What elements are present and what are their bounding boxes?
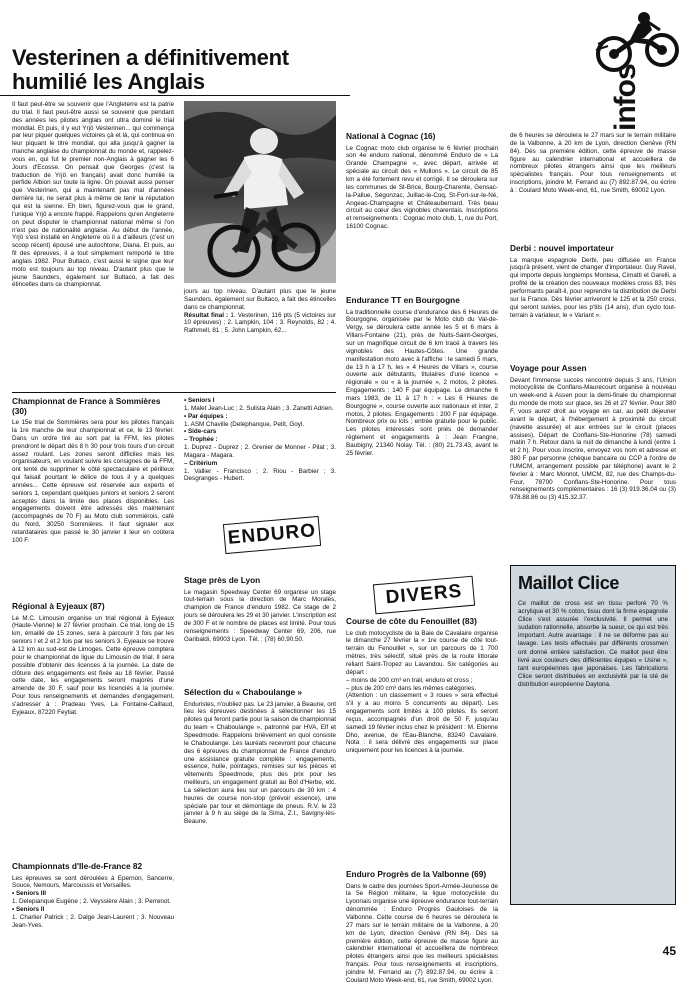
fenouillet-text: Le club motocycliste de la Baie de Cavalaire organise le dimanche 27 février la « 1re course de côte tout-terrain du Fenouillet », sur un parcours de 1 700 mètres, très sélectif, situé près de la route littorale reliant Saint-Tropez au Lavandou. Six catégories au départ : — [346, 629, 498, 676]
maillot-clice-box — [510, 565, 676, 905]
lead-continuation: jours au top niveau. D'autant plus que le jeune Saunders, également sur Bultaco, a fait des étincelles dans ce championnat. — [184, 288, 336, 311]
idf-article — [12, 862, 174, 962]
lyon-article — [184, 576, 336, 686]
section-rule — [12, 392, 336, 393]
bourgogne-text: La traditionnelle course d'endurance des 6 Heures de Bourgogne, organisée par le Moto club du Val-de-Vergy, se déroulera cette année les 5 et 6 mars à Villars-Fontaine (21), près de Nuits-Saint-Georges, sur un magnifique circuit de 6 km tracé à travers les vignobles des Hautes-Côtes. Une grande manifestation moto avec à l'affiche : le samedi 5 mars, de 13 h à 17 h, les « 4 Heures de Villars », course ouverte aux débutants, titulaires d'une licence « régionale » ou « à la journée », 2 motos, 2 pilotes. Engagements : 140 F par équipage. Le dimanche 6 mars 1983, de 11 à 17 h : « Les 6 Heures de Bourgogne », course ouverte aux nationaux et inter, 2 motos, 2 pilotes. Engagements : 200 F par équipage. Nombreux prix ou lots ; entrée gratuite pour le public. Les pilotes intéressés sont priés de demander règlement et engagements à : Jean Frangne, Baubigny, 21340 Nolay. Tél. : (80) 21.73.43, avant le 25 février. — [346, 308, 498, 457]
title-rule — [0, 95, 350, 96]
trophy-results: 1. Duprez - Duprez ; 2. Grenier de Monner - Pilat ; 3. Magara - Magara. — [184, 444, 336, 459]
title-line-1: Vesterinen a définitivement — [12, 45, 289, 70]
page-number: 45 — [662, 944, 676, 958]
fenouillet-category-1: – moins de 200 cm³ en trail, enduro et cross ; — [346, 676, 473, 684]
sidecars-label: • Side-cars — [184, 428, 217, 436]
idf-seniors2-results: 1. Charlier Patrick ; 2. Dalge Jean-Laurent ; 3. Nouveau Jean-Yves. — [12, 913, 174, 929]
eyjeaux-text: Le M.C. Limousin organise un trial régional à Eyjeaux (Haute-Vienne) le 27 février prochain. Ce trial, long de 15 km, émaillé de 15 zones, sera à parcourir 3 fois par les seniors I et 2 et 2 fois par les seniors 3. Eyjeaux se trouve à 12 km au sud-est de Limoges. Cette épreuve comptera pour le championnat de ligue du Limousin de trial. Il sera possible d'obtenir des licences à la journée. La date de clôture des engagements est fixée au 18 février. Passé cette date, les engagements seront majorés d'une amende de 30 F, sauf pour les licenciés à la journée. Pour tous renseignements et demandes d'engagement, s'adresser à : Pradeau Yves, La Fontaine-Caillaud, Eyjeaux, 87220 Feytiat. — [12, 614, 174, 716]
idf-text: Les épreuves se sont déroulées à Epernon, Sancerre, Souce, Nemours, Marcoussis et Versailles. — [12, 874, 174, 890]
chaboulange-heading: Sélection du « Chaboulange » — [184, 687, 303, 697]
bourgogne-article — [346, 296, 498, 578]
article-title — [12, 46, 334, 94]
maillot-heading: Maillot Clice — [518, 573, 620, 593]
idf-seniors3-label: • Seniors III — [12, 890, 47, 898]
assen-article — [510, 364, 676, 564]
lead-result — [184, 312, 336, 336]
fenouillet-heading: Course de côte du Fenouillet (83) — [346, 616, 477, 626]
idf-seniors3-results: 1. Delepianque Eugène ; 2. Veyssière Alain ; 3. Perrenot. — [12, 898, 171, 906]
seniors1-label: • Seniors I — [184, 397, 215, 404]
fenouillet-text-2: (Attention : un classement « 3 roues » sera effectué s'il y a au moins 5 concurrents au départ). Les engagements sont limités à 100 pilotes. Ils seront reçus, accompagnés d'un droit de 50 F, jusqu'au samedi 19 février inclus chez le président : M. Etienne Dho, avenue, de l'Eau-Blanche, 83240 Cavalaire. Nota : il sera délivré des engagements sur place uniquement pour les licences à la journée. — [346, 692, 498, 755]
cognac-article — [346, 132, 498, 298]
infos-logo — [590, 10, 682, 131]
derbi-heading: Derbi : nouvel importateur — [510, 243, 614, 253]
assen-heading: Voyage pour Assen — [510, 363, 587, 373]
lead-column-1 — [12, 101, 174, 387]
teams-results: 1. ASM Chaville (Delephanque, Petit, Goyl. — [184, 420, 305, 428]
maillot-text: Ce maillot de cross est en tissu perforé 70 % acrylique et 30 % coton, tissu dont la firme espagnole Clice s'est assurée l'exclusivité. Il permet une sudation rationnelle, absorbe la sueur, ce qui est très important. Autre avantage : il ne se déforme pas au lavage. Les tests effectués par différents crossmen ont donné entière satisfaction. Ce maillot peut être livré aux couleurs des différentes équipes « Usine », tant européennes que japonaises. Les fabrications Clice seront distribuées en exclusivité par la sté de distribution européenne Daytona. — [518, 600, 668, 688]
sommieres-heading: Championnat de France à Sommières (30) — [12, 396, 161, 416]
criterium-label: – Critérium — [184, 459, 218, 467]
criterium-results: 1. Vallier - Francisco ; 2. Riou - Barbier ; 3. Desgranges - Hubert. — [184, 467, 336, 483]
valbonne-continuation — [510, 132, 676, 242]
teams-label: • Par équipes : — [184, 412, 228, 420]
assen-text: Devant l'immense succès rencontré depuis 3 ans, l'Union motocycliste de Conflans-Maurecourt organise à nouveau un week-end à Assen pour la demi-finale du championnat du monde de moto sur glace, les 26 et 27 février. Pour 380 F, vous aurez droit au voyage en car, au petit déjeuner avant le départ, à l'hébergement à proximité du circuit (navette assurée) et aux entrées sur le circuit (places assises). Départ de Conflans-Ste-Honorine (78) samedi matin 7 h. Retour dans la nuit de dimanche à lundi (entre 1 et 2 h). Pour vous inscrire, envoyez vos nom et adresse et 380 F par personne (chèque bancaire ou CCP à l'ordre de l'UMCM, arrangement possible par téléphone) avant le 2 février à : Marc Monnot, UMCM, 82, rue des Champs-du-Four, 78700 Conflans-Ste-Honorine. Pour tous renseignements complémentaires : 16 (3) 919.36.04 ou (3) 978.88.86 ou (3) 415.32.37. — [510, 376, 676, 502]
infos-tab-label: infos — [609, 64, 642, 131]
valbonne-continuation-text: de 6 heures se déroulera le 27 mars sur le terrain militaire de la Valbonne, à 20 km de Lyon, direction Genève (RN 84). Dès sa première édition, cette épreuve de masse figure au calendrier international et accueillera de nombreux pilotes étrangers ainsi que les meilleurs spécialistes français. Pour tous renseignements et inscriptions, joindre M. Ferrand au (7) 892.87.94, ou écrire à : Coulard Moto Week-end, 61, rue Smith, 69002 Lyon. — [510, 132, 676, 194]
bourgogne-heading: Endurance TT en Bourgogne — [346, 295, 460, 305]
eyjeaux-heading: Régional à Eyjeaux (87) — [12, 601, 105, 611]
lyon-heading: Stage près de Lyon — [184, 575, 261, 585]
fenouillet-article — [346, 617, 498, 839]
derbi-article — [510, 244, 676, 362]
chaboulange-text: Enduristes, n'oubliez pas. Le 23 janvier, à Beaune, ont lieu les épreuves destinées à sélectionner les 15 pilotes qui feront partie pour la saison de championnat du team « Chaboulange », patronné par HVA, Elf et Speedmode. Rappelons brièvement en quoi consiste le Chaboulange. Les lauréats recevront pour chacune des 6 épreuves du championnat de France d'enduro une assistance gratuite complète : engagements, essence, huile, pointages, remises sur les pièces et vêtements Speedmode, plus des prix pour les meilleurs, un engagement gratuit au Bol d'Herbe, etc. La sélection aura lieu sur un parcours de 30 km : 4 heures de course non-stop (prévoir essence), une spéciale par tour et démontage de pneus. R.V. le 23 janvier à 9 h au siège de la Sima, Z.I., Savigny-lès-Beaune. — [184, 700, 336, 826]
result-label: Résultat final : — [184, 311, 229, 319]
enduro-banner-text: ENDURO — [227, 520, 317, 549]
divers-banner — [373, 576, 475, 615]
sommieres-article — [12, 397, 174, 597]
fenouillet-category-2: – plus de 200 cm³ dans les mêmes catégories. — [346, 684, 477, 692]
cognac-text: Le Cognac moto club organise le 6 février prochain son 4e enduro national, dénommé Enduro de « La Grande Champagne », avec départ, arrivée et spéciale au circuit des « Mullons ». Le circuit de 85 km a été fortement revu et corrigé. Il se déroulera sur les communes de St-Brice, Bourg-Charente, Gensac-la-Pallue, Ségonzac, Juillac-le-Coq, St-Fort-sur-le-Né, Angeac-Champagne et Châteaubernard. Très beau circuit au cœur des vignobles charentais. Inscriptions et renseignements : Cognac moto club, 1, rue du Port, 16100 Cognac. — [346, 144, 498, 231]
lead-column-2 — [184, 288, 336, 384]
results-continuation — [184, 397, 336, 521]
lead-paragraph: Il faut peut-être se souvenir que l'Angleterre est la patrie du trial. Il faut peut-être aussi se souvenir que pendant des années les pilotes anglais ont ultra dominé le trial mondial. Et puis, il y eut Yrjö Vesterinen... qui commença par leur piquer quelques victoires çà et là, qui continua en leur piquant le titre mondial, qui alla jusqu'à gagner la manche anglaise du championnat du monde et, rappelez-vous en, qui fut le premier non-Anglais à gagner les 6 Jours d'Ecosse. On pensait que Georges (c'est la traduction de Yrjö en français) avait donc humilié la perfide Albion sur toute la ligne. On pouvait aussi penser que Vesterinen, qui a maintenant pas mal d'années derrière lui, ne serait plus à même de tenir la réputation qui est la sienne. Eh bien, figurez-vous que le grand, l'unique Yrjö a encore frappé. Rappelons qu'en Angleterre on peut disputer le championnat national même si l'on n'est pas de nationalité anglaise. Au début de l'année, Yrjö s'est installé en Angleterre où il a d'ailleurs (c'est un scoop récent) épousé une autochtone, Diana. Et puis, au fil des épreuves, il a tout simplement remporté le titre anglais 1982. Pour Bultaco, c'est aussi le signe que leur moto est toujours au top niveau. D'autant plus que le jeune Saunders, également sur Bultaco, a fait des étincelles dans ce championnat. — [12, 101, 174, 289]
valbonne-article — [346, 869, 498, 984]
rider-photo — [184, 101, 336, 283]
sommieres-text: Le 15e trial de Sommières sera pour les pilotes français la 1re manche de leur championnat et ce, le 13 février. Dans un ordre tiré au sort par la FFM, les pilotes prendront le départ dès 8 h 30 pour trois tours d'un circuit assez roulant. Les zones seront difficiles mais les organisateurs, en voulant suivre les consignes de la FFM, ont tenté de supprimer le côté spectaculaire et périlleux qui faisait pourtant le délice de tous il y a quelques années... Cette épreuve est réservée aux experts et seniors 1, cependant quelques juniors et seniors 2 seront acceptés dans la limite des places disponibles. Les engagements doivent être adressés dès maintenant (accompagnés de 70 F) au Moto club sommiérois, café du Nord, 30250 Sommières. Il faut signaler aux retardataires que passé le 30 janvier il leur en coûtera 100 F. — [12, 419, 174, 544]
idf-heading: Championnats d'Ile-de-France 82 — [12, 861, 143, 871]
idf-seniors2-label: • Seniors II — [12, 905, 45, 913]
valbonne-heading: Enduro Progrès de la Valbonne (69) — [346, 869, 487, 879]
lyon-text: Le magasin Speedway Center 69 organise un stage tout-terrain sous la direction de Marc Moralès, champion de France d'enduro 1982. Ce stage de 2 jours se déroulera les 29 et 30 janvier. L'inscription est de 300 F et le nombre de places est limité. Pour tous renseignements : Speedway Center 69, 206, rue Garibaldi, 69003 Lyon. Tél. : (78) 60.90.50. — [184, 588, 336, 643]
seniors1-results: 1. Malet Jean-Luc ; 2. Sulista Alain ; 3. Zanetti Adrien. — [184, 404, 334, 412]
derbi-text: La marque espagnole Derbi, peu diffusée en France jusqu'à présent, vient de changer d'importateur. Guy Ravel, qui importe depuis longtemps Montesa, Cimatti et Garelli, a profité de la création des nouveaux modèles cross 83, très performants paraît-il, pour reprendre la distribution de Derbi sur la France. Dès février arriveront le 125 et la 250 cross, qui seront suivies, pour les p'tits (14 ans), d'un cyclo tout-terrain à variateur, le « Variant ». — [510, 256, 676, 319]
chaboulange-article — [184, 688, 336, 960]
enduro-banner — [223, 516, 321, 554]
divers-banner-text: DIVERS — [384, 580, 464, 609]
title-line-2: humilié les Anglais — [12, 69, 205, 94]
trophy-label: – Trophée : — [184, 436, 218, 444]
cognac-heading: National à Cognac (16) — [346, 131, 436, 141]
eyjeaux-article — [12, 602, 174, 816]
valbonne-text: Dans le cadre des journées Sport-Armée-Jeunesse de la 5e Région militaire, la ligue motocycliste du Lyonnais organise une épreuve endurance tout-terrain dénommée : Enduro Progrès Gauloises de la Valbonne. Cette course de 6 heures se déroulera le 27 mars sur le terrain militaire de la Valbonne, à 20 km de Lyon, direction Genève (RN 84). Dès sa première édition, cette épreuve de masse figure au calendrier international et accueillera de nombreux pilotes étrangers ainsi que les meilleurs spécialistes français. Pour tous renseignements et inscriptions, joindre M. Ferrand au (7) 892.87.94, ou écrire à : Coulard Moto Week-end, 61, rue Smith, 69002 Lyon. — [346, 882, 498, 984]
result-text: 1. Vesterinen, 116 pts (5 victoires sur 10 épreuves) ; 2. Lampkin, 104 ; 3. Reynolds, 82 ; 4. Rathmell, 81 ; 5. John Lampkin, 62... — [184, 311, 337, 335]
